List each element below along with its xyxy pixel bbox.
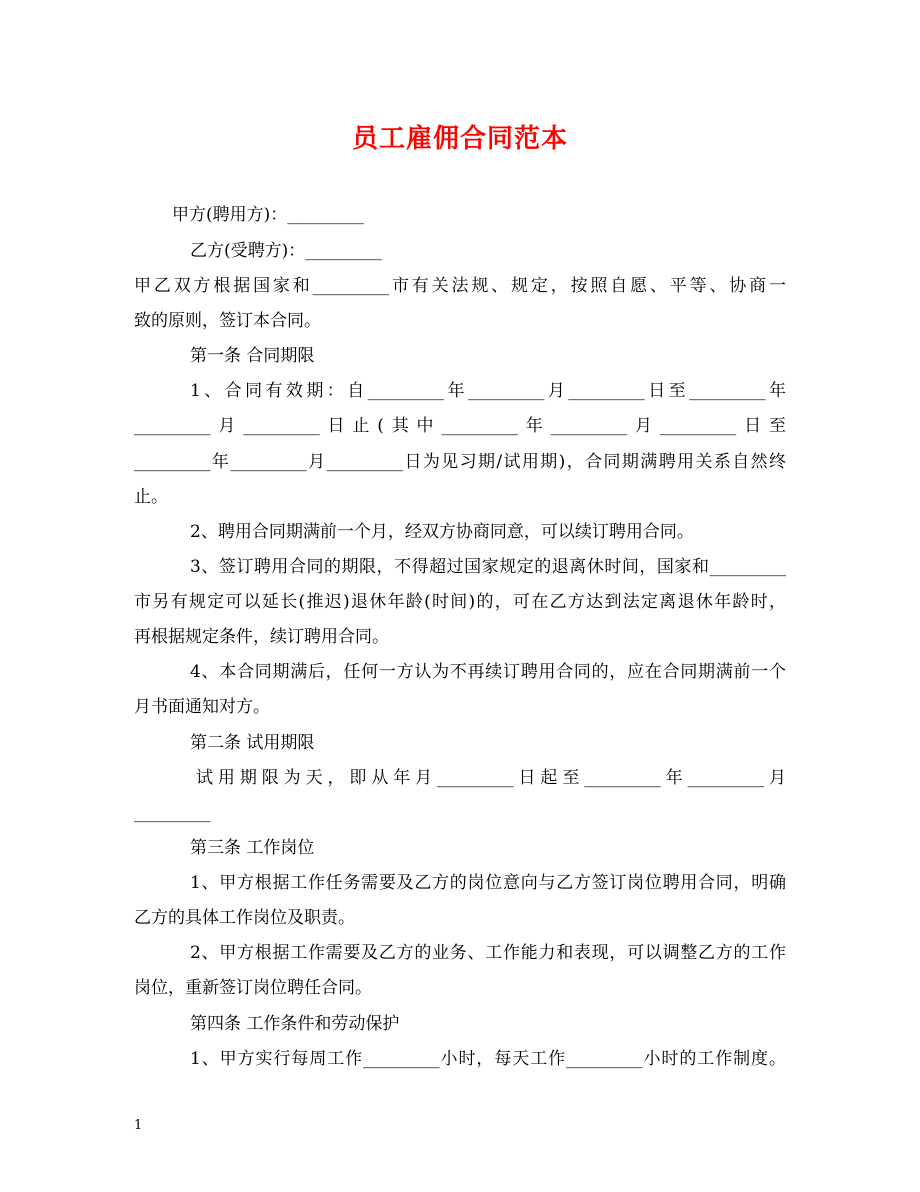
preamble-line-1: 甲乙双方根据国家和_________市有关法规、规定，按照自愿、平等、协商一 <box>134 276 786 296</box>
article-1-clause-3-line-1: 3、签订聘用合同的期限，不得超过国家规定的退离休时间，国家和_________ <box>190 557 786 577</box>
article-1-clause-4-line-1: 4、本合同期满后，任何一方认为不再续订聘用合同的，应在合同期满前一个 <box>190 662 786 682</box>
article-2-heading: 第二条 试用期限 <box>190 733 315 753</box>
article-1-clause-3-line-2: 市另有规定可以延长(推迟)退休年龄(时间)的，可在乙方达到法定离退休年龄时， <box>134 592 786 612</box>
party-b-line: 乙方(受聘方)：_________ <box>190 241 382 261</box>
article-1-clause-2: 2、聘用合同期满前一个月，经双方协商同意，可以续订聘用合同。 <box>190 522 694 542</box>
article-3-clause-2-line-2: 岗位，重新签订岗位聘任合同。 <box>134 978 372 998</box>
article-4-heading: 第四条 工作条件和劳动保护 <box>190 1014 400 1034</box>
article-3-clause-1-line-1: 1、甲方根据工作任务需要及乙方的岗位意向与乙方签订岗位聘用合同，明确 <box>190 873 786 893</box>
page-number: 1 <box>134 1118 143 1133</box>
article-1-clause-1-line-4: 止。 <box>134 487 168 507</box>
article-1-clause-1-line-3: _________年_________月_________日为见习期/试用期)，合同期满聘用关系自然终 <box>134 452 786 472</box>
article-1-clause-3-line-3: 再根据规定条件，续订聘用合同。 <box>134 627 389 647</box>
article-2-body-line-2: _________ <box>134 803 211 823</box>
article-1-clause-1-line-2: _________月_________日止(其中_________年_________月_________日至 <box>134 416 786 436</box>
document-title: 员工雇佣合同范本 <box>351 124 568 154</box>
article-4-clause-1: 1、甲方实行每周工作_________小时，每天工作_________小时的工作制度。 <box>190 1049 786 1069</box>
preamble-line-2: 致的原则，签订本合同。 <box>134 311 321 331</box>
article-1-clause-4-line-2: 月书面通知对方。 <box>134 697 270 717</box>
party-a-line: 甲方(聘用方)：_________ <box>172 205 364 225</box>
article-1-heading: 第一条 合同期限 <box>190 346 315 366</box>
article-1-clause-1-line-1: 1、合同有效期：自_________年_________月_________日至_________年 <box>190 381 786 401</box>
article-3-heading: 第三条 工作岗位 <box>190 838 315 858</box>
article-3-clause-2-line-1: 2、甲方根据工作需要及乙方的业务、工作能力和表现，可以调整乙方的工作 <box>190 943 786 963</box>
article-3-clause-1-line-2: 乙方的具体工作岗位及职责。 <box>134 908 355 928</box>
article-2-body-line-1: 试用期限为天，即从年月_________日起至_________年_________月 <box>196 768 786 788</box>
